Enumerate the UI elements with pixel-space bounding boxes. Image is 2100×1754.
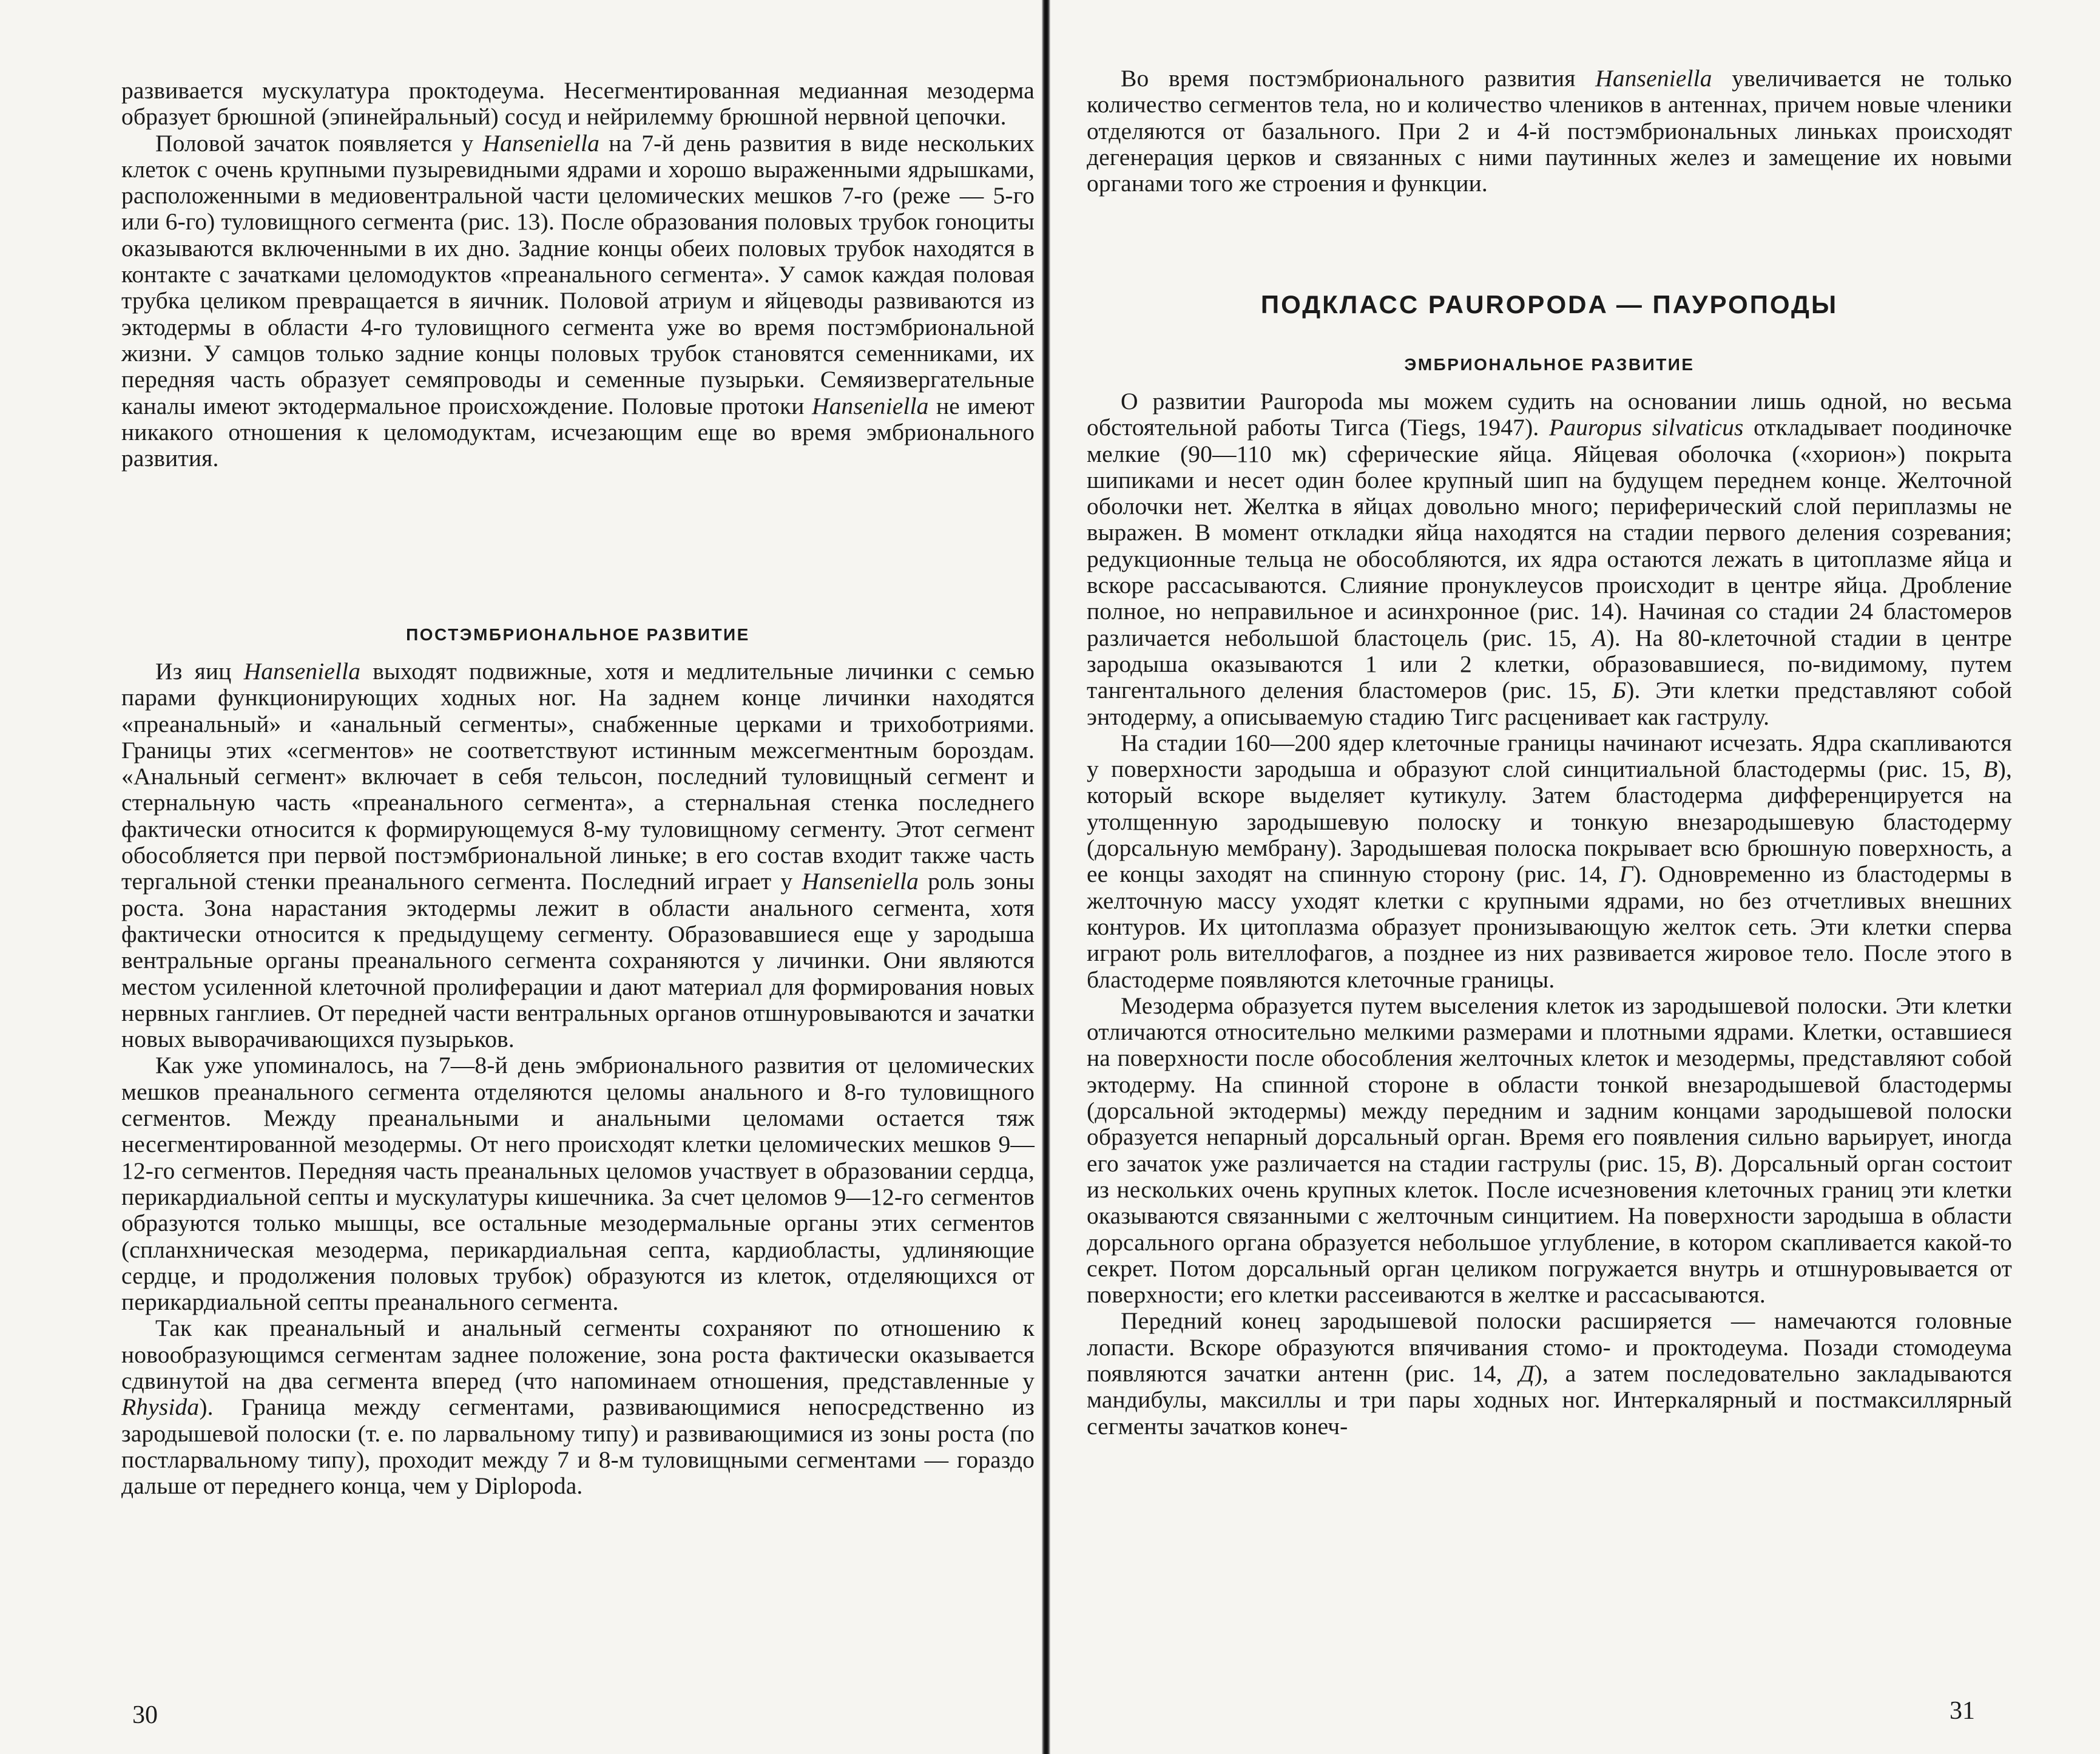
left-text-block-1 <box>121 78 1035 472</box>
left-paragraph-4: Как уже упоминалось, на 7—8-й день эмбрионального развития от целомических мешков преанального сегмента отделяются целомы анального и 8-го туловищного сегментов. Между преанальными и анальными целомами остается тяж несегментированной мезодермы. От него происходят клетки целомических мешков 9—12-го сегментов. Передняя часть преанальных целомов участвует в образовании сердца, перикардиальной септы и мускулатуры кишечника. За счет целомов 9—12-го сегментов образуются только мышцы, все остальные мезодермальные органы этих сегментов (спланхническая мезодерма, перикардиальная септа, кардиобласты, удлиняющие сердце, и продолжения половых трубок) образуются из клеток, отделяющихся от перикардиальной септы преанального сегмента. <box>121 1052 1035 1316</box>
left-text-block-2 <box>121 659 1035 1500</box>
right-page <box>1052 0 2100 1754</box>
left-paragraph-1: развивается мускулатура проктодеума. Несегментированная медианная мезодерма образует брюшной (эпинейральный) сосуд и нейрилемму брюшной нервной цепочки. <box>121 77 1035 130</box>
right-paragraph-1: Во время постэмбрионального развития Hanseniella увеличивается не только количество сегментов тела, но и количество члеников в антеннах, причем новые членики отделяются от базального. При 2 и 4-й постэмбриональных линьках происходят дегенерация церков и связанных с ними паутинных желез и замещение их новыми органами того же строения и функции. <box>1087 65 2012 197</box>
left-page-number: 30 <box>132 1701 158 1729</box>
left-paragraph-3: Из яиц Hanseniella выходят подвижные, хотя и медлительные личинки с семью парами функционирующих ходных ног. На заднем конце личинки находятся «преанальный» и «анальный сегменты», снабженные церками и трихоботриями. Границы этих «сегментов» не соответствуют истинным межсегментным бороздам. «Анальный сегмент» включает в себя тельсон, последний туловищный сегмент и стернальную часть «преанального сегмента», а стернальная стенка последнего фактически относится к формирующемуся 8-му туловищному сегменту. Этот сегмент обособляется при первой постэмбриональной линьке; в его состав входит также часть тергальной стенки преанального сегмента. Последний играет у Hanseniella роль зоны роста. Зона нарастания эктодермы лежит в области анального сегмента, хотя фактически относится к предыдущему сегменту. Образовавшиеся еще у зародыша вентральные органы преанального сегмента сохраняются у личинки. Они являются местом усиленной клеточной пролиферации и дают материал для формирования новых нервных ганглиев. От передней части вентральных органов отшнуровываются и зачатки новых выворачивающихся пузырьков. <box>121 658 1035 1053</box>
right-subheading: ЭМБРИОНАЛЬНОЕ РАЗВИТИЕ <box>1404 355 1695 374</box>
left-paragraph-5: Так как преанальный и анальный сегменты сохраняют по отношению к новообразующимся сегментам заднее положение, зона роста фактически оказывается сдвинутой на два сегмента вперед (что напоминаем отношения, представленные у Rhysida). Граница между сегментами, развивающимися непосредственно из зародышевой полоски (т. е. по ларвальному типу) и развивающимися из зоны роста (по постларвальному типу), проходит между 7 и 8-м туловищными сегментами — гораздо дальше от переднего конца, чем у Diplopoda. <box>121 1315 1035 1500</box>
left-paragraph-2: Половой зачаток появляется у Hanseniella на 7-й день развития в виде нескольких клеток с очень крупными пузыревидными ядрами и хорошо выраженными ядрышками, расположенными в медиовентральной части целомических мешков 7-го (реже — 5-го или 6-го) туловищного сегмента (рис. 13). После образования половых трубок гоноциты оказываются включенными в их дно. Задние концы обеих половых трубок находятся в контакте с зачатками целомодуктов «преанального сегмента». У самок каждая половая трубка целиком превращается в яичник. Половой атриум и яйцеводы развиваются из эктодермы в области 4-го туловищного сегмента уже во время постэмбриональной жизни. У самцов только задние концы половых трубок становятся семенниками, их передняя часть образует семяпроводы и семенные пузырьки. Семяизвергательные каналы имеют эктодермальное происхождение. Половые протоки Hanseniella не имеют никакого отношения к целомодуктам, исчезающим еще во время эмбрионального развития. <box>121 129 1035 472</box>
right-paragraph-5: Передний конец зародышевой полоски расширяется — намечаются головные лопасти. Вскоре образуются впячивания стомо- и проктодеума. Позади стомодеума появляются зачатки антенн (рис. 14, Д), а затем последовательно закладываются мандибулы, максиллы и три пары ходных ног. Интеркалярный и постмаксиллярный сегменты зачатков конеч- <box>1087 1307 2012 1440</box>
right-paragraph-2: О развитии Pauropoda мы можем судить на основании лишь одной, но весьма обстоятельной работы Тигса (Tiegs, 1947). Pauropus silvaticus откладывает поодиночке мелкие (90—110 мк) сферические яйца. Яйцевая оболочка («хорион») покрыта шипиками и несет один более крупный шип на будущем переднем конце. Желточной оболочки нет. Желтка в яйцах довольно много; периферический слой периплазмы не выражен. В момент откладки яйца находятся на стадии первого деления созревания; редукционные тельца не обособляются, их ядра остаются лежать в цитоплазме яйца и вскоре рассасываются. Слияние пронуклеусов происходит в центре яйца. Дробление полное, но неправильное и асинхронное (рис. 14). Начиная со стадии 24 бластомеров различается небольшой бластоцель (рис. 15, А). На 80-клеточной стадии в центре зародыша оказываются 1 или 2 клетки, образовавшиеся, по-видимому, путем тангентального деления бластомеров (рис. 15, Б). Эти клетки представляют собой энтодерму, а описываемую стадию Тигс расценивает как гаструлу. <box>1087 388 2013 730</box>
right-text-block-1 <box>1087 66 2012 197</box>
left-subheading: ПОСТЭМБРИОНАЛЬНОЕ РАЗВИТИЕ <box>406 625 750 644</box>
right-paragraph-3: На стадии 160—200 ядер клеточные границы начинают исчезать. Ядра скапливаются у поверхности зародыша и образуют слой синцитиальной бластодермы (рис. 15, В), который вскоре выделяет кутикулу. Затем бластодерма дифференцируется на утолщенную зародышевую полоску и тонкую внезародышевую бластодерму (дорсальную мембрану). Зародышевая полоска покрывает всю брюшную поверхность, а ее концы заходят на спинную сторону (рис. 14, Г). Одновременно из бластодермы в желточную массу уходят клетки с крупными ядрами, но без отчетливых внешних контуров. Их цитоплазма образует пронизывающую желток сеть. Эти клетки сперва играют роль вителлофагов, а позднее из них развивается жировое тело. После этого в бластодерме появляются клеточные границы. <box>1087 729 2012 993</box>
left-page <box>0 0 1048 1754</box>
right-paragraph-4: Мезодерма образуется путем выселения клеток из зародышевой полоски. Эти клетки отличаются относительно мелкими размерами и плотными ядрами. Клетки, оставшиеся на поверхности после обособления желточных клеток и мезодермы, представляют собой эктодерму. На спинной стороне в области тонкой внезародышевой бластодермы (дорсальной эктодермы) между передним и задним концами зародышевой полоски образуется непарный дорсальный орган. Время его появления сильно варьирует, иногда его зачаток уже различается на стадии гаструлы (рис. 15, В). Дорсальный орган состоит из нескольких очень крупных клеток. После исчезновения клеточных границ эти клетки оказываются связанными с желточным синцитием. На поверхности зародыша в области дорсального органа образуется небольшое углубление, в котором скапливается какой-то секрет. Потом дорсальный орган целиком погружается внутрь и отшнуровывается от поверхности; его клетки рассеиваются в желтке и рассасываются. <box>1087 992 2012 1309</box>
right-main-heading: ПОДКЛАСС PAUROPODA — ПАУРОПОДЫ <box>1260 290 1838 319</box>
right-text-block-2 <box>1087 388 2012 1440</box>
right-page-number: 31 <box>1950 1697 1975 1725</box>
